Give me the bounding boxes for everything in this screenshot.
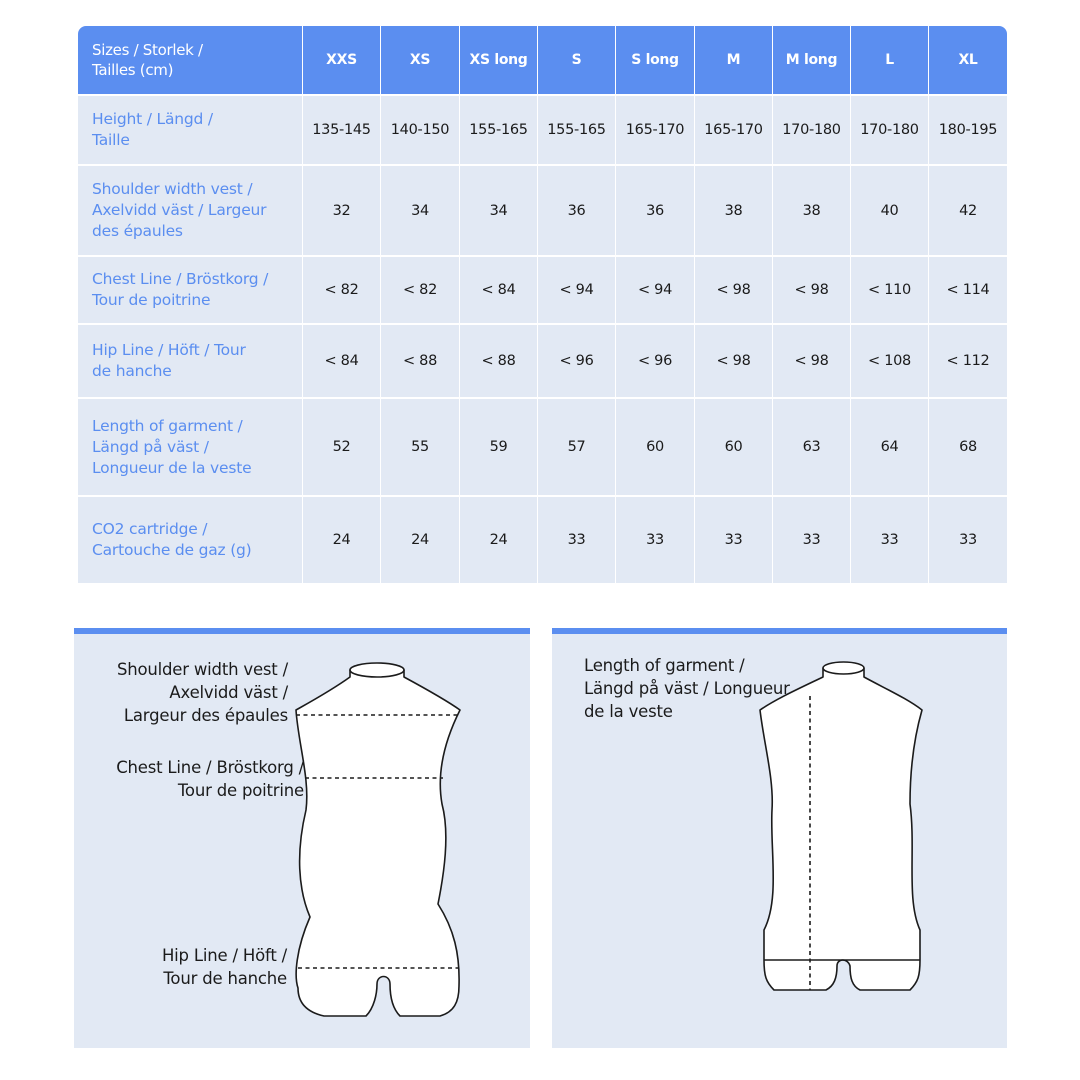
table-header-row [78, 26, 1007, 94]
table-cell: < 96 [538, 323, 616, 397]
table-cell: < 96 [616, 323, 695, 397]
table-cell: 33 [616, 495, 695, 583]
header-label: Sizes / Storlek / Tailles (cm) [78, 26, 303, 94]
table-cell: 33 [695, 495, 773, 583]
table-cell: 33 [851, 495, 929, 583]
table-cell: 59 [460, 397, 538, 495]
table-cell: 24 [303, 495, 381, 583]
table-cell: < 82 [303, 255, 381, 323]
table-cell: < 98 [695, 255, 773, 323]
header-size-m-long: M long [773, 26, 851, 94]
front-measurement-panel [74, 628, 530, 1048]
header-size-s-long: S long [616, 26, 695, 94]
header-size-s: S [538, 26, 616, 94]
table-cell: 60 [695, 397, 773, 495]
table-row [78, 164, 1007, 255]
back-length-label: Length of garment / Längd på väst / Longueur de la veste [584, 656, 790, 721]
table-cell: 170-180 [851, 94, 929, 164]
table-cell: < 98 [773, 323, 851, 397]
table-cell: < 88 [460, 323, 538, 397]
table-cell: < 112 [929, 323, 1007, 397]
table-cell: 33 [773, 495, 851, 583]
table-cell: 42 [929, 164, 1007, 255]
table-row [78, 495, 1007, 583]
table-cell: < 82 [381, 255, 460, 323]
header-size-l: L [851, 26, 929, 94]
table-cell: < 88 [381, 323, 460, 397]
table-cell: 165-170 [616, 94, 695, 164]
table-cell: 60 [616, 397, 695, 495]
table-cell: < 110 [851, 255, 929, 323]
table-cell: 32 [303, 164, 381, 255]
header-size-m: M [695, 26, 773, 94]
table-cell: 24 [460, 495, 538, 583]
table-cell: 52 [303, 397, 381, 495]
table-cell: 155-165 [538, 94, 616, 164]
table-cell: 155-165 [460, 94, 538, 164]
table-row [78, 94, 1007, 164]
table-cell: 64 [851, 397, 929, 495]
table-cell: 33 [929, 495, 1007, 583]
table-cell: 140-150 [381, 94, 460, 164]
table-cell: 24 [381, 495, 460, 583]
row-label: Hip Line / Höft / Tour de hanche [78, 323, 303, 397]
table-cell: < 94 [538, 255, 616, 323]
header-size-xs-long: XS long [460, 26, 538, 94]
table-row [78, 323, 1007, 397]
table-cell: < 84 [460, 255, 538, 323]
back-measurement-panel [552, 628, 1007, 1048]
row-label: Length of garment / Längd på väst / Longueur de la veste [78, 397, 303, 495]
table-body [78, 94, 1007, 583]
table-row [78, 397, 1007, 495]
table-cell: < 94 [616, 255, 695, 323]
table-cell: < 98 [773, 255, 851, 323]
table-cell: 33 [538, 495, 616, 583]
table-cell: 165-170 [695, 94, 773, 164]
table-cell: 38 [695, 164, 773, 255]
row-label: Shoulder width vest / Axelvidd väst / Largeur des épaules [78, 164, 303, 255]
front-hip-label: Hip Line / Höft / Tour de hanche [161, 946, 287, 988]
table-cell: < 114 [929, 255, 1007, 323]
table-cell: 36 [616, 164, 695, 255]
table-cell: 57 [538, 397, 616, 495]
row-label: CO2 cartridge / Cartouche de gaz (g) [78, 495, 303, 583]
table-cell: < 84 [303, 323, 381, 397]
front-shoulder-label: Shoulder width vest / Axelvidd väst / Largeur des épaules [116, 660, 288, 725]
table-cell: 40 [851, 164, 929, 255]
table-cell: 36 [538, 164, 616, 255]
table-cell: 55 [381, 397, 460, 495]
size-chart-table [78, 26, 1007, 583]
row-label: Chest Line / Bröstkorg / Tour de poitrine [78, 255, 303, 323]
header-size-xl: XL [929, 26, 1007, 94]
table-row [78, 255, 1007, 323]
table-cell: 34 [381, 164, 460, 255]
table-cell: < 98 [695, 323, 773, 397]
table-cell: 38 [773, 164, 851, 255]
table-cell: 135-145 [303, 94, 381, 164]
front-chest-label: Chest Line / Bröstkorg / Tour de poitrine [116, 758, 304, 800]
row-label: Height / Längd / Taille [78, 94, 303, 164]
table-cell: 170-180 [773, 94, 851, 164]
header-size-xxs: XXS [303, 26, 381, 94]
table-cell: 63 [773, 397, 851, 495]
table-cell: 68 [929, 397, 1007, 495]
table-cell: 34 [460, 164, 538, 255]
table-cell: 180-195 [929, 94, 1007, 164]
header-size-xs: XS [381, 26, 460, 94]
table-cell: < 108 [851, 323, 929, 397]
